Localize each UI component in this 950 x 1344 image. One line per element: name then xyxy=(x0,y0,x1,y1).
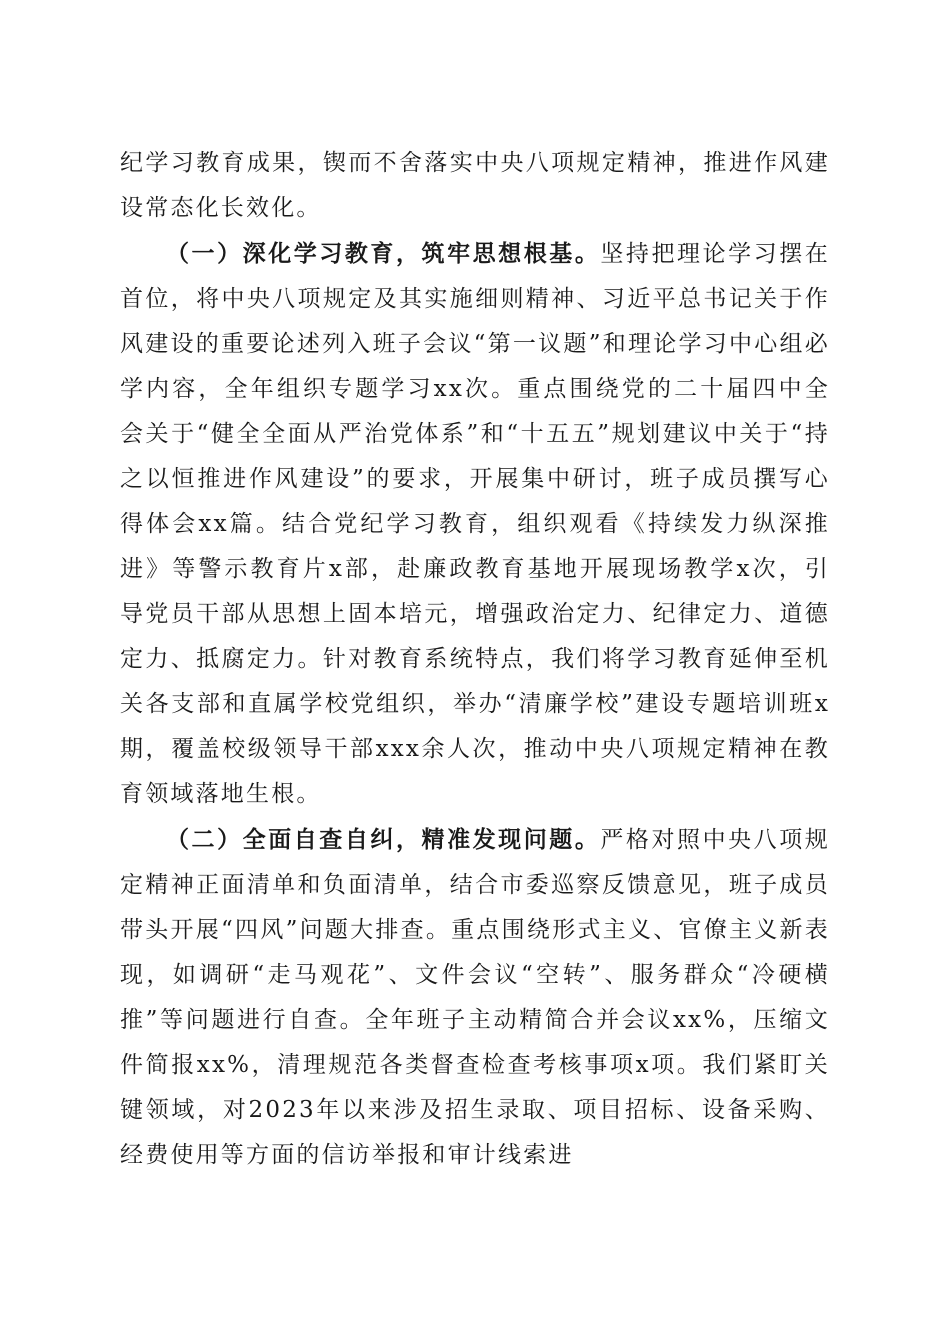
section-heading: （一）深化学习教育，筑牢思想根基。 xyxy=(166,240,601,267)
paragraph-body: 纪学习教育成果，锲而不舍落实中央八项规定精神，推进作风建设常态化长效化。 xyxy=(120,150,830,221)
paragraph-continuation xyxy=(120,141,830,231)
document-body xyxy=(120,141,830,1178)
paragraph-body: 坚持把理论学习摆在首位，将中央八项规定及其实施细则精神、习近平总书记关于作风建设的重要论述列入班子会议“第一议题”和理论学习中心组必学内容，全年组织专题学习xx次。重点围绕党的二十届四中全会关于“健全全面从严治党体系”和“十五五”规划建议中关于“持之以恒推进作风建设”的要求，开展集中研讨，班子成员撰写心得体会xx篇。结合党纪学习教育，组织观看《持续发力纵深推进》等警示教育片x部，赴廉政教育基地开展现场教学x次，引导党员干部从思想上固本培元，增强政治定力、纪律定力、道德定力、抵腐定力。针对教育系统特点，我们将学习教育延伸至机关各支部和直属学校党组织，举办“清廉学校”建设专题培训班x期，覆盖校级领导干部xxx余人次，推动中央八项规定精神在教育领域落地生根。 xyxy=(120,241,830,807)
paragraph-section-1 xyxy=(120,231,830,817)
paragraph-section-2 xyxy=(120,817,830,1178)
paragraph-body: 严格对照中央八项规定精神正面清单和负面清单，结合市委巡察反馈意见，班子成员带头开展“四风”问题大排查。重点围绕形式主义、官僚主义新表现，如调研“走马观花”、文件会议“空转”、服务群众“冷硬横推”等问题进行自查。全年班子主动精简合并会议xx%，压缩文件简报xx%，清理规范各类督查检查考核事项x项。我们紧盯关键领域，对2023年以来涉及招生录取、项目招标、设备采购、经费使用等方面的信访举报和审计线索进 xyxy=(120,827,830,1168)
section-heading: （二）全面自查自纠，精准发现问题。 xyxy=(166,826,601,853)
